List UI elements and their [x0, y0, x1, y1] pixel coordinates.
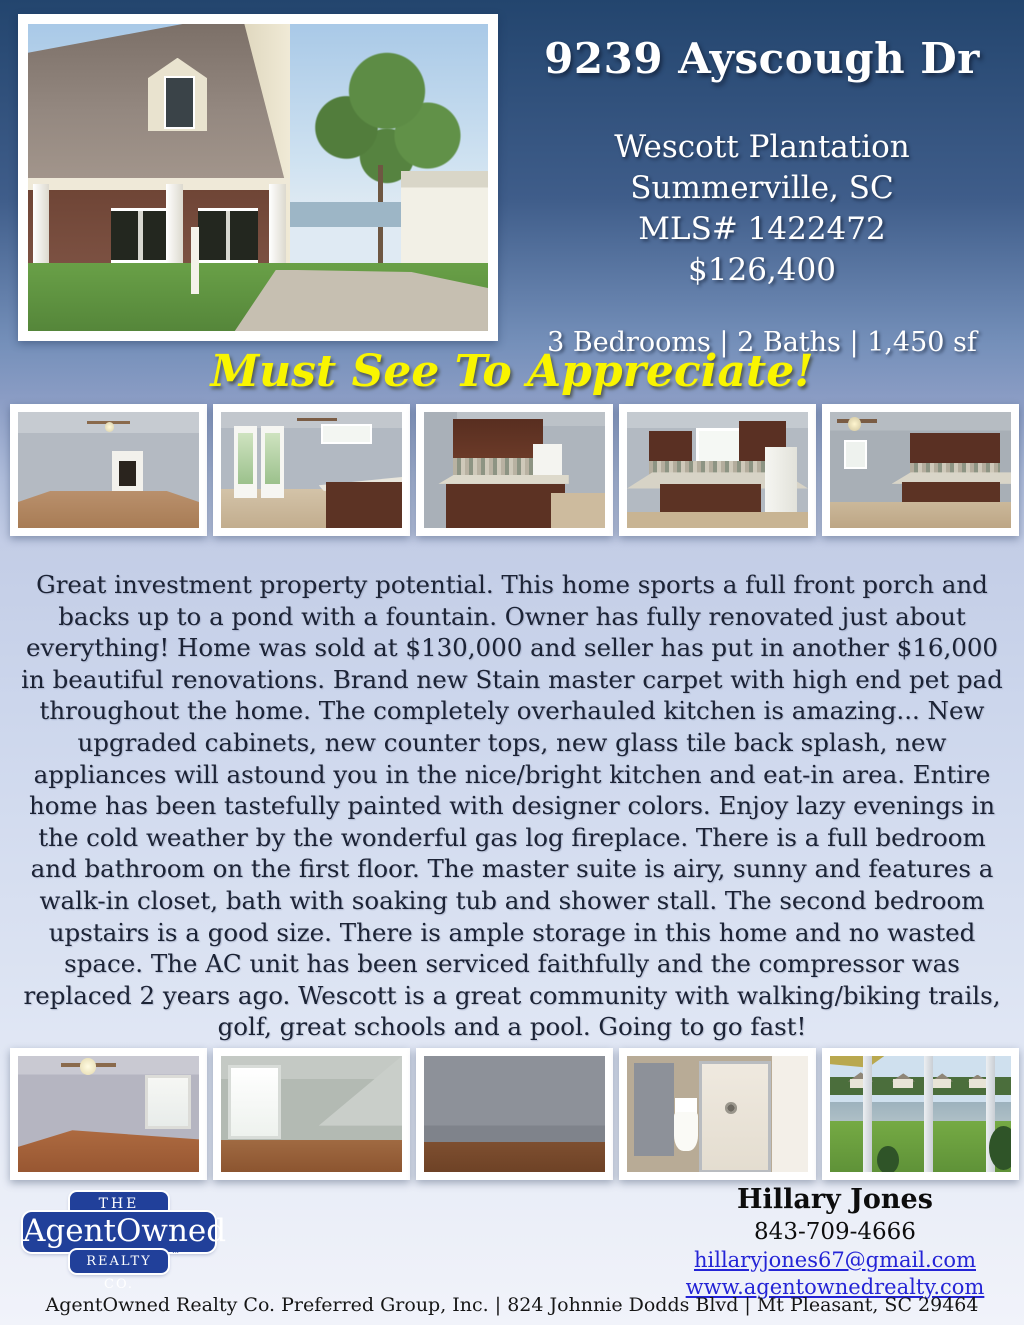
bed-bath-sqft: 3 Bedrooms | 2 Baths | 1,450 sf: [547, 327, 977, 358]
porch-column: [33, 184, 50, 270]
tagline: Must See To Appreciate!: [210, 346, 814, 397]
window: [145, 1075, 191, 1130]
carpet: [18, 1130, 199, 1172]
city-state: Summerville, SC: [630, 170, 894, 206]
house-across-pond: [933, 1079, 951, 1088]
lower-cabinets: [446, 484, 565, 528]
photo-living-room: [10, 404, 207, 536]
counter-top: [438, 475, 568, 484]
window: [321, 424, 372, 444]
property-address: 9239 Ayscough Dr: [544, 34, 980, 83]
agent-contact-block: [645, 1184, 1024, 1299]
house-across-pond: [893, 1079, 913, 1088]
listing-header: [500, 0, 1024, 358]
property-description: Great investment property potential. This home sports a full front porch and backs up to a pond with a fountain. Owner has fully renovated just about everything! Home was sold at $130,000 and seller has put in another $16,000 in beautiful renovations. Brand new Stain master carpet with high end pet pad throughout the home. The completely overhauled kitchen is amazing... New upgraded cabinets, new counter tops, new glass tile back splash, new appliances will astound you in the nice/bright kitchen and eat-in area. Entire home has been tastefully painted with designer colors. Enjoy lazy evenings in the cold weather by the wonderful gas log fireplace. There is a full bedroom and bathroom on the first floor. The master suite is airy, sunny and features a walk-in closet, bath with soaking tub and shower stall. The second bedroom upstairs is a good size. There is ample storage in this home and no wasted space. The AC unit has been serviced faithfully and the compressor was replaced 2 years ago. Wescott is a great community with walking/biking trails, golf, great schools and a pool. Going to go fast!: [21, 570, 1003, 1042]
porch-column: [269, 184, 286, 270]
back-lawn: [830, 1121, 1011, 1172]
house-across-pond: [969, 1079, 985, 1088]
photo-kitchen-wide: [822, 404, 1019, 536]
tile-backsplash: [453, 458, 544, 474]
photo-bedroom: [10, 1048, 207, 1180]
bush: [877, 1146, 899, 1172]
neighbor-house: [401, 171, 488, 263]
refrigerator: [765, 447, 798, 521]
agentowned-logo: [23, 1192, 227, 1292]
window: [844, 440, 866, 470]
logo-name: AgentOwned: [23, 1212, 215, 1252]
upper-cabinets: [453, 419, 544, 458]
carpet: [424, 1142, 605, 1172]
trademark-symbol: ™: [171, 1250, 180, 1260]
white-range: [533, 444, 562, 479]
yard-sign-post: [191, 227, 198, 295]
agent-name: Hillary Jones: [737, 1184, 933, 1215]
logo-the: THE: [70, 1192, 168, 1216]
mls-number: MLS# 1422472: [638, 211, 886, 247]
photo-kitchen-window: [619, 404, 816, 536]
photo-pond-view: [822, 1048, 1019, 1180]
porch-post: [924, 1056, 933, 1172]
porch-column: [166, 184, 183, 270]
agency-website-link[interactable]: www.agentownedrealty.com: [685, 1275, 985, 1299]
footer-office-address: AgentOwned Realty Co. Preferred Group, Inc. | 824 Johnnie Dodds Blvd | Mt Pleasant, SC 29464: [45, 1294, 979, 1316]
ceiling-fan: [297, 418, 337, 421]
porch-post: [863, 1056, 872, 1172]
photo-dining-area: [213, 404, 410, 536]
agent-phone: 843-709-4666: [754, 1219, 916, 1245]
upper-cabinets: [910, 433, 1001, 463]
pond: [830, 1102, 1011, 1121]
neighborhood: Wescott Plantation: [614, 129, 910, 165]
price: $126,400: [688, 252, 836, 288]
upper-cabinets: [649, 431, 692, 461]
counter-island: [326, 482, 402, 528]
shower-stall: [699, 1061, 770, 1172]
hero-photo: [18, 14, 498, 341]
front-window: [111, 208, 171, 263]
window: [228, 1065, 281, 1138]
photo-bedroom-dark: [416, 1048, 613, 1180]
carpet: [221, 1140, 402, 1172]
agent-email-link[interactable]: hillaryjones67@gmail.com: [693, 1248, 976, 1272]
bush: [989, 1126, 1011, 1170]
photo-bathroom: [619, 1048, 816, 1180]
sloped-ceiling: [319, 1056, 402, 1126]
toilet: [674, 1112, 698, 1151]
logo-realty-co: REALTY CO.: [70, 1250, 168, 1273]
house-exterior-photo: [28, 24, 488, 331]
front-window: [198, 208, 258, 263]
bathroom-door: [772, 1056, 808, 1172]
photo-kitchen-corner: [416, 404, 613, 536]
photo-bonus-room: [213, 1048, 410, 1180]
